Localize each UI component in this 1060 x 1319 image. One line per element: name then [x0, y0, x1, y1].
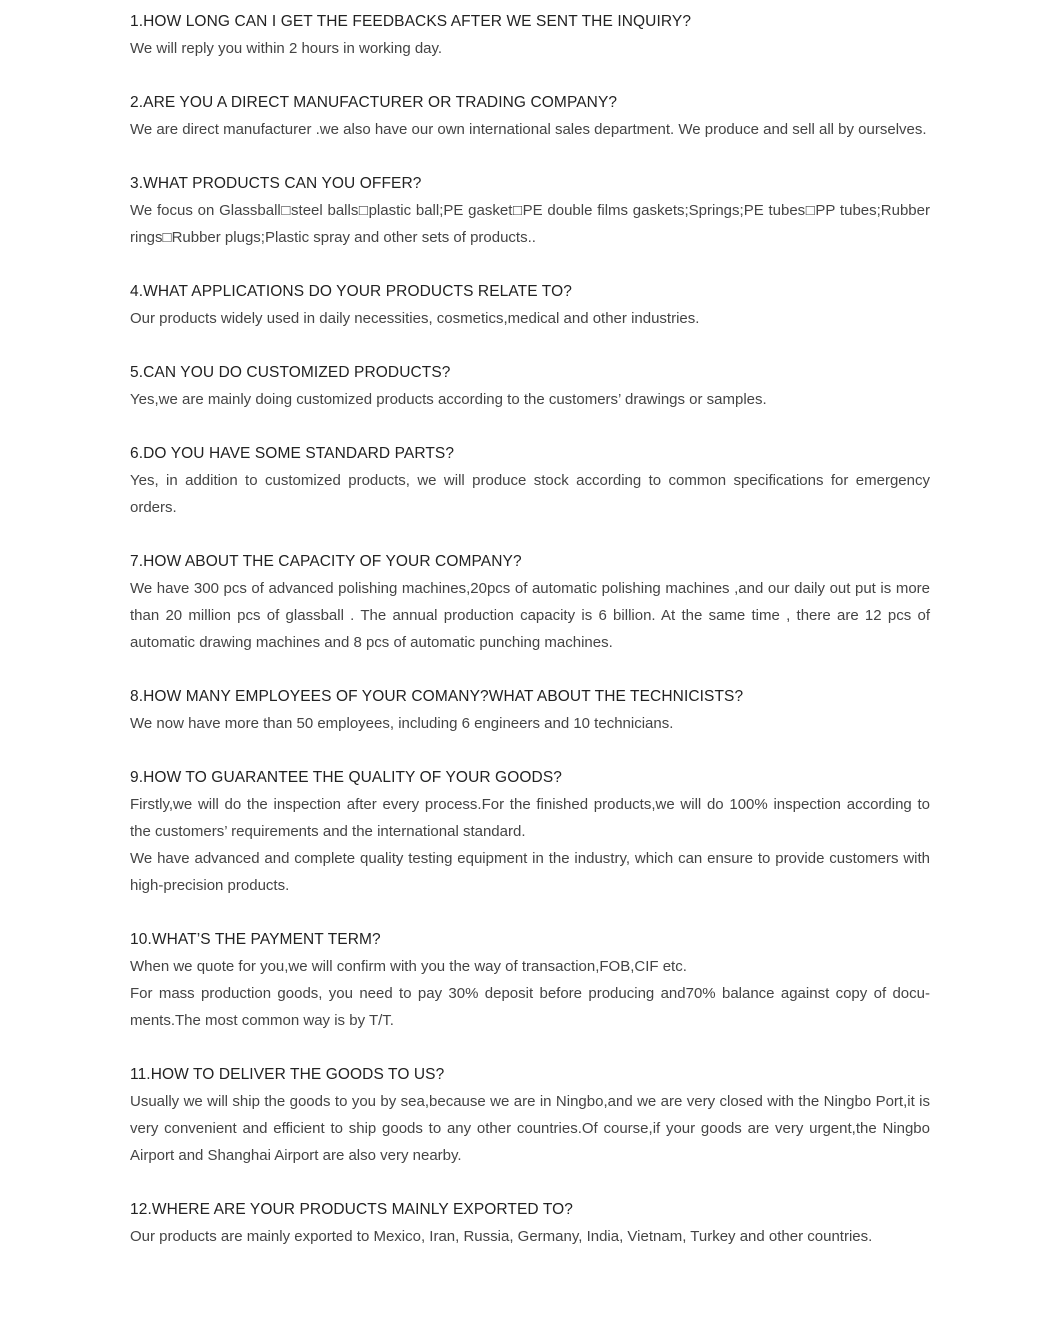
- faq-list: [130, 8, 930, 1277]
- faq-item-2: [130, 89, 930, 143]
- faq-question: 1.HOW LONG CAN I GET THE FEEDBACKS AFTER WE SENT THE INQUIRY?: [130, 13, 692, 30]
- faq-answer: For mass production goods, you need to pay 30% deposit before producing and70% balance against copy of documents.The most common way is by T/T.: [130, 985, 930, 1029]
- faq-item-8: [130, 683, 930, 737]
- faq-answer: We now have more than 50 employees, including 6 engineers and 10 technicians.: [130, 715, 674, 732]
- faq-question: 8.HOW MANY EMPLOYEES OF YOUR COMANY?WHAT ABOUT THE TECHNICISTS?: [130, 688, 744, 705]
- faq-answer: We are direct manufacturer .we also have our own international sales department. We produce and sell all by ourselves.: [130, 121, 927, 138]
- faq-question: 3.WHAT PRODUCTS CAN YOU OFFER?: [130, 175, 422, 192]
- faq-answer: We will reply you within 2 hours in working day.: [130, 40, 443, 57]
- faq-item-11: [130, 1061, 930, 1169]
- faq-question: 10.WHAT’S THE PAYMENT TERM?: [130, 931, 381, 948]
- faq-question: 5.CAN YOU DO CUSTOMIZED PRODUCTS?: [130, 364, 451, 381]
- faq-item-4: [130, 278, 930, 332]
- faq-item-6: [130, 440, 930, 521]
- faq-answer: Our products are mainly exported to Mexico, Iran, Russia, Germany, India, Vietnam, Turkey and other countries.: [130, 1228, 873, 1245]
- faq-item-5: [130, 359, 930, 413]
- faq-answer: Usually we will ship the goods to you by sea,because we are in Ningbo,and we are very closed with the Ningbo Port,it is very convenient and efficient to ship goods to any other countries.Of course,if your goods are very urgent,the Ningbo Airport and Shanghai Airport are also very nearby.: [130, 1093, 930, 1164]
- faq-question: 2.ARE YOU A DIRECT MANUFACTURER OR TRADING COMPANY?: [130, 94, 618, 111]
- faq-answer: We have advanced and complete quality testing equipment in the industry, which can ensure to provide customers with high-precision products.: [130, 850, 930, 894]
- faq-question: 9.HOW TO GUARANTEE THE QUALITY OF YOUR GOODS?: [130, 769, 562, 786]
- faq-question: 7.HOW ABOUT THE CAPACITY OF YOUR COMPANY?: [130, 553, 522, 570]
- faq-question: 6.DO YOU HAVE SOME STANDARD PARTS?: [130, 445, 455, 462]
- faq-item-12: [130, 1196, 930, 1250]
- faq-item-9: [130, 764, 930, 899]
- faq-answer: Firstly,we will do the inspection after every process.For the finished products,we will do 100% inspection according to the customers’ requirements and the international standard.: [130, 796, 930, 840]
- faq-answer: We have 300 pcs of advanced polishing machines,20pcs of automatic polishing machines ,and our daily out put is more than 20 million pcs of glassball . The annual production capacity is 6 billion. At the same time , there are 12 pcs of automatic drawing machines and 8 pcs of automatic punching machines.: [130, 580, 930, 651]
- faq-item-3: [130, 170, 930, 251]
- faq-answer: When we quote for you,we will confirm with you the way of transaction,FOB,CIF etc.: [130, 958, 687, 975]
- faq-question: 11.HOW TO DELIVER THE GOODS TO US?: [130, 1066, 445, 1083]
- faq-question: 12.WHERE ARE YOUR PRODUCTS MAINLY EXPORTED TO?: [130, 1201, 574, 1218]
- faq-answer: Our products widely used in daily necessities, cosmetics,medical and other industries.: [130, 310, 700, 327]
- faq-item-7: [130, 548, 930, 656]
- faq-question: 4.WHAT APPLICATIONS DO YOUR PRODUCTS RELATE TO?: [130, 283, 572, 300]
- faq-item-1: [130, 8, 930, 62]
- faq-answer: Yes,we are mainly doing customized products according to the customers’ drawings or samples.: [130, 391, 767, 408]
- faq-answer: We focus on Glassball□steel balls□plastic ball;PE gasket□PE double films gaskets;Springs;PE tubes□PP tubes;Rubber rings□Rubber plugs;Plastic spray and other sets of products..: [130, 202, 930, 246]
- faq-item-10: [130, 926, 930, 1034]
- faq-answer: Yes, in addition to customized products, we will produce stock according to common specifications for emergency orders.: [130, 472, 930, 516]
